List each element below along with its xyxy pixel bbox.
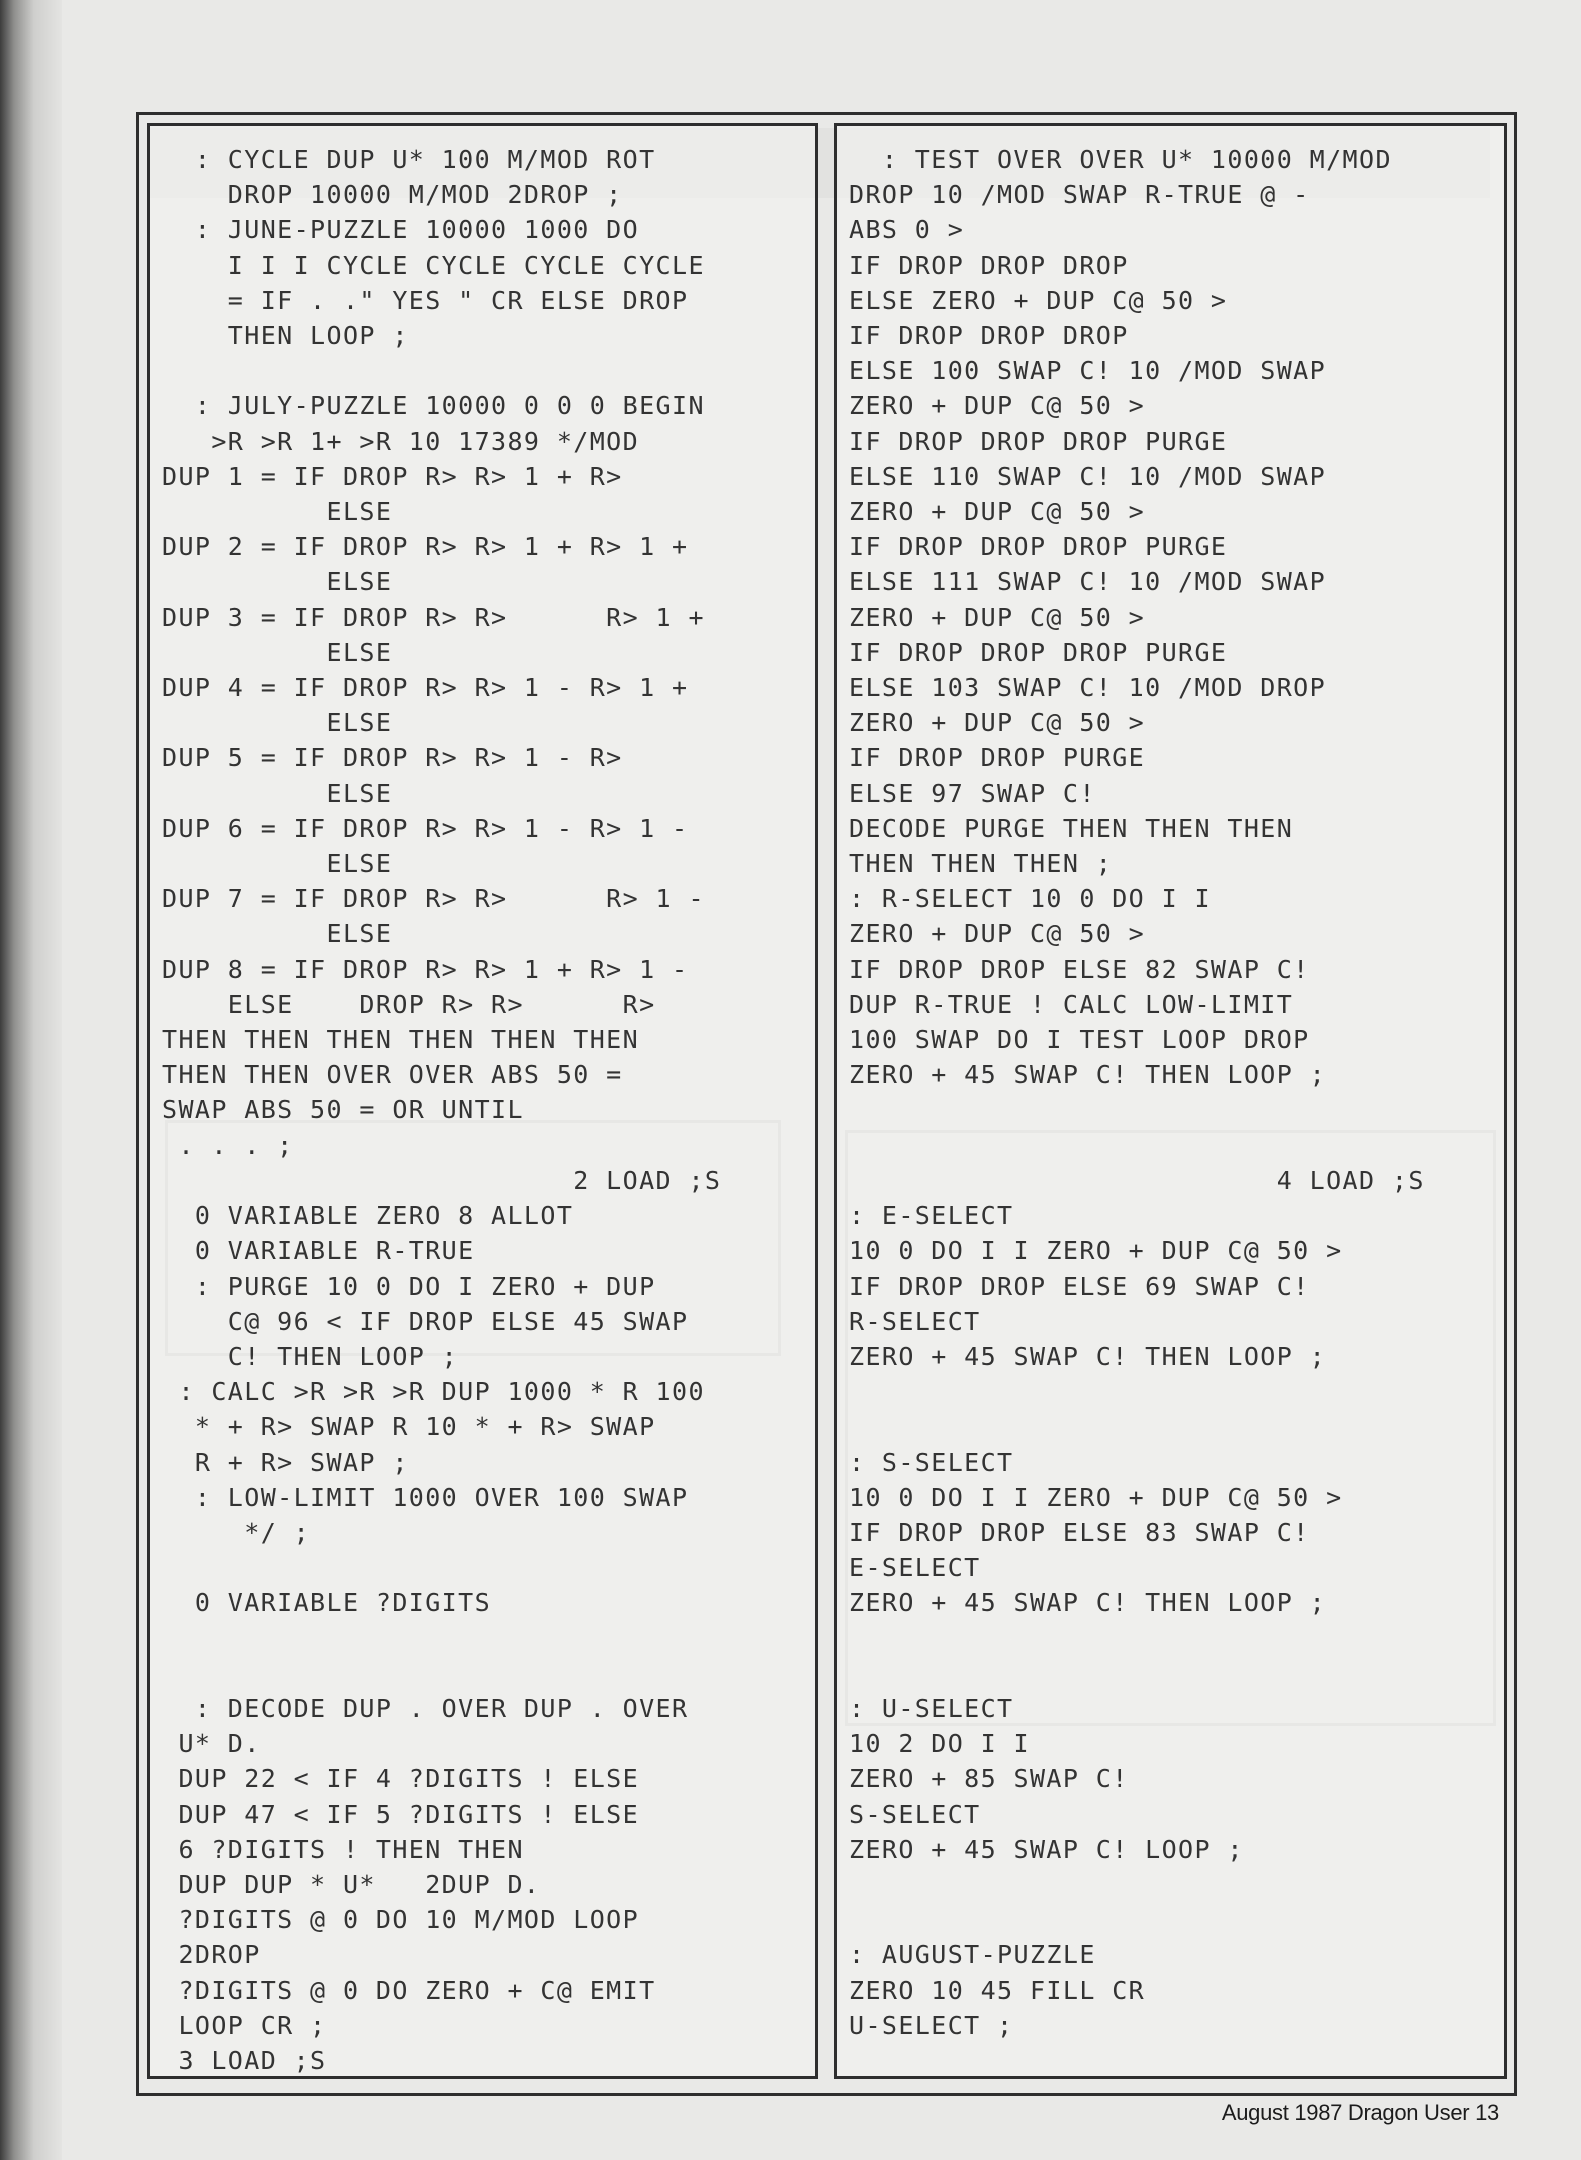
forth-listing-right: : TEST OVER OVER U* 10000 M/MOD DROP 10 /MOD SWAP R-TRUE @ - ABS 0 > IF DROP DROP DROP ELSE ZERO + DUP C@ 50 > IF DROP DROP DROP ELSE 100 SWAP C! 10 /MOD SWAP ZERO + DUP C@ 50 > IF DROP DROP DROP PURGE ELSE 110 SWAP C! 10 /MOD SWAP ZERO + DUP C@ 50 > IF DROP DROP DROP PURGE ELSE 111 SWAP C! 10 /MOD SWAP ZERO + DUP C@ 50 > IF DROP DROP DROP PURGE ELSE 103 SWAP C! 10 /MOD DROP ZERO + DUP C@ 50 > IF DROP DROP PURGE ELSE 97 SWAP C! DECODE PURGE THEN THEN THEN THEN THEN THEN ; : R-SELECT 10 0 DO I I ZERO + DUP C@ 50 > IF DROP DROP ELSE 82 SWAP C! DUP R-TRUE ! CALC LOW-LIMIT 100 SWAP DO I TEST LOOP DROP ZERO + 45 SWAP C! THEN LOOP ; 4 LOAD ;S : E-SELECT 10 0 DO I I ZERO + DUP C@ 50 > IF DROP DROP ELSE 69 SWAP C! R-SELECT ZERO + 45 SWAP C! THEN LOOP ; : S-SELECT 10 0 DO I I ZERO + DUP C@ 50 > IF DROP DROP ELSE 83 SWAP C! E-SELECT ZERO + 45 SWAP C! THEN LOOP ; : U-SELECT 10 2 DO I I ZERO + 85 SWAP C! S-SELECT ZERO + 45 SWAP C! LOOP ; : AUGUST-PUZZLE ZERO 10 45 FILL CR U-SELECT ; [849,145,1425,2040]
forth-listing-left: : CYCLE DUP U* 100 M/MOD ROT DROP 10000 M/MOD 2DROP ; : JUNE-PUZZLE 10000 1000 DO I I I CYCLE CYCLE CYCLE CYCLE = IF . ." YES " CR ELSE DROP THEN LOOP ; : JULY-PUZZLE 10000 0 0 0 BEGIN >R >R 1+ >R 10 17389 */MOD DUP 1 = IF DROP R> R> 1 + R> ELSE DUP 2 = IF DROP R> R> 1 + R> 1 + ELSE DUP 3 = IF DROP R> R> R> 1 + ELSE DUP 4 = IF DROP R> R> 1 - R> 1 + ELSE DUP 5 = IF DROP R> R> 1 - R> ELSE DUP 6 = IF DROP R> R> 1 - R> 1 - ELSE DUP 7 = IF DROP R> R> R> 1 - ELSE DUP 8 = IF DROP R> R> 1 + R> 1 - ELSE DROP R> R> R> THEN THEN THEN THEN THEN THEN THEN THEN OVER OVER ABS 50 = SWAP ABS 50 = OR UNTIL . . . ; 2 LOAD ;S 0 VARIABLE ZERO 8 ALLOT 0 VARIABLE R-TRUE : PURGE 10 0 DO I ZERO + DUP C@ 96 < IF DROP ELSE 45 SWAP C! THEN LOOP ; : CALC >R >R >R DUP 1000 * R 100 * + R> SWAP R 10 * + R> SWAP R + R> SWAP ; : LOW-LIMIT 1000 OVER 100 SWAP */ ; 0 VARIABLE ?DIGITS : DECODE DUP . OVER DUP . OVER U* D. DUP 22 < IF 4 ?DIGITS ! ELSE DUP 47 < IF 5 ?DIGITS ! ELSE 6 ?DIGITS ! THEN THEN DUP DUP * U* 2DUP D. ?DIGITS @ 0 DO 10 M/MOD LOOP 2DROP ?DIGITS @ 0 DO ZERO + C@ EMIT LOOP CR ; 3 LOAD ;S [162,145,722,2075]
page-binding-shadow [0,0,62,2160]
listing-column-right [834,123,1507,2079]
page-footer: August 1987 Dragon User 13 [1221,2100,1499,2125]
listing-column-left [147,123,818,2079]
